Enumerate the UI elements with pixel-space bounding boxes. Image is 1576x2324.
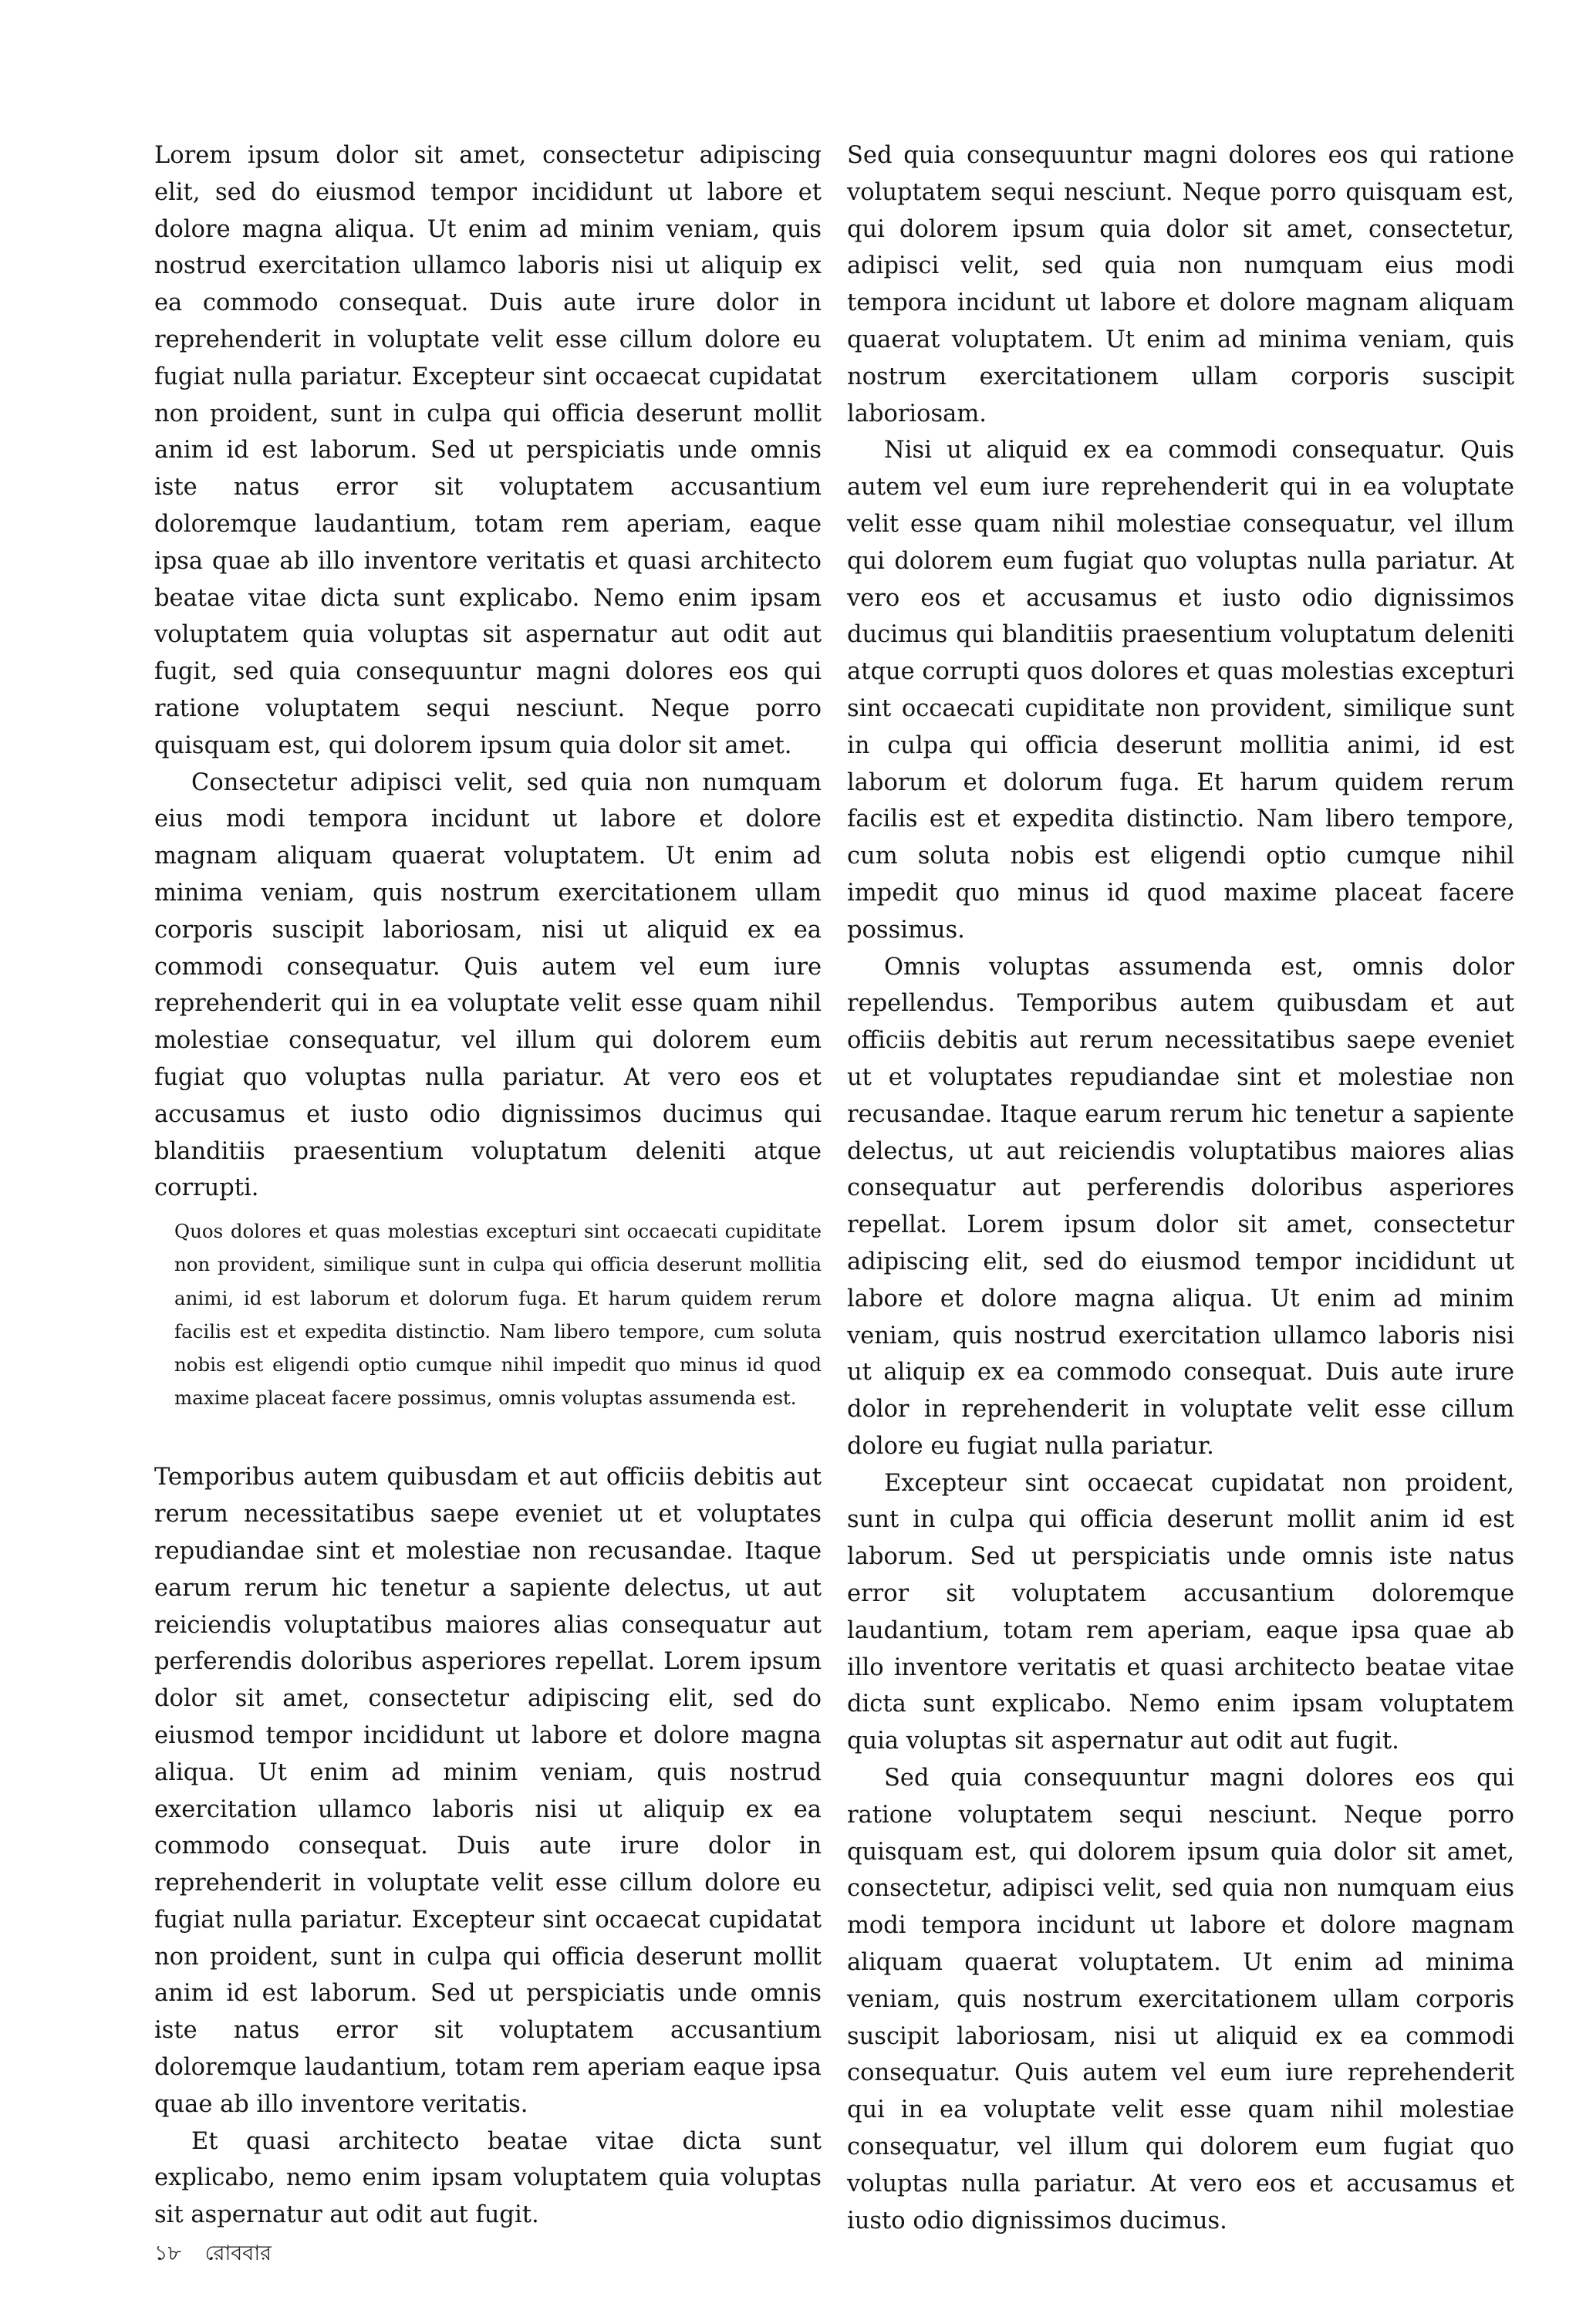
right-column: [847, 137, 1514, 2239]
body-paragraph: Temporibus autem quibusdam et aut officiis debitis aut rerum necessitatibus saepe eveniet ut et voluptates repudiandae sint et molestiae non recusandae. Itaque earum rerum hic tenetur a sapiente delectus, ut aut reiciendis voluptatibus maiores alias consequatur aut perferendis doloribus asperiores repellat. Lorem ipsum dolor sit amet, consectetur adipiscing elit, sed do eiusmod tempor incididunt ut labore et dolore magna aliqua. Ut enim ad minim veniam, quis nostrud exercitation ullamco laboris nisi ut aliquip ex ea commodo consequat. Duis aute irure dolor in reprehenderit in voluptate velit esse cillum dolore eu fugiat nulla pariatur. Excepteur sint occaecat cupidatat non proident, sunt in culpa qui officia deserunt mollit anim id est laborum. Sed ut perspiciatis unde omnis iste natus error sit voluptatem accusantium doloremque laudantium, totam rem aperiam eaque ipsa quae ab illo inventore veritatis.: [154, 1464, 822, 2118]
page-number: ১৮: [154, 2241, 182, 2265]
body-paragraph: Lorem ipsum dolor sit amet, consectetur adipiscing elit, sed do eiusmod tempor incididunt ut labore et dolore magna aliqua. Ut enim ad minim veniam, quis nostrud exercitation ullamco laboris nisi ut aliquip ex ea commodo consequat. Duis aute irure dolor in reprehenderit in voluptate velit esse cillum dolore eu fugiat nulla pariatur. Excepteur sint occaecat cupidatat non proident, sunt in culpa qui officia deserunt mollit anim id est laborum. Sed ut perspiciatis unde omnis iste natus error sit voluptatem accusantium doloremque laudantium, totam rem aperiam, eaque ipsa quae ab illo inventore veritatis et quasi architecto beatae vitae dicta sunt explicabo. Nemo enim ipsam voluptatem quia voluptas sit aspernatur aut odit aut fugit, sed quia consequuntur magni dolores eos qui ratione voluptatem sequi nesciunt. Neque porro quisquam est, qui dolorem ipsum quia dolor sit amet.: [154, 142, 822, 759]
magazine-name: রোববার: [204, 2241, 272, 2265]
body-paragraph: Excepteur sint occaecat cupidatat non proident, sunt in culpa qui officia deserunt mollit anim id est laborum. Sed ut perspiciatis unde omnis iste natus error sit voluptatem accusantium doloremque laudantium, totam rem aperiam, eaque ipsa quae ab illo inventore veritatis et quasi architecto beatae vitae dicta sunt explicabo. Nemo enim ipsam voluptatem quia voluptas sit aspernatur aut odit aut fugit.: [847, 1469, 1514, 1755]
body-paragraph: Sed quia consequuntur magni dolores eos qui ratione voluptatem sequi nesciunt. Neque porro quisquam est, qui dolorem ipsum quia dolor sit amet, consectetur, adipisci velit, sed quia non numquam eius modi tempora incidunt ut labore et dolore magnam aliquam quaerat voluptatem. Ut enim ad minima veniam, quis nostrum exercitationem ullam corporis suscipit laboriosam, nisi ut aliquid ex ea commodi consequatur. Quis autem vel eum iure reprehenderit qui in ea voluptate velit esse quam nihil molestiae consequatur, vel illum qui dolorem eum fugiat quo voluptas nulla pariatur. At vero eos et accusamus et iusto odio dignissimos ducimus.: [847, 1765, 1514, 2234]
body-paragraph: Omnis voluptas assumenda est, omnis dolor repellendus. Temporibus autem quibusdam et aut officiis debitis aut rerum necessitatibus saepe eveniet ut et voluptates repudiandae sint et molestiae non recusandae. Itaque earum rerum hic tenetur a sapiente delectus, ut aut reiciendis voluptatibus maiores alias consequatur aut perferendis doloribus asperiores repellat. Lorem ipsum dolor sit amet, consectetur adipiscing elit, sed do eiusmod tempor incididunt ut labore et dolore magna aliqua. Ut enim ad minim veniam, quis nostrud exercitation ullamco laboris nisi ut aliquip ex ea commodo consequat. Duis aute irure dolor in reprehenderit in voluptate velit esse cillum dolore eu fugiat nulla pariatur.: [847, 953, 1514, 1460]
left-column: [154, 137, 822, 2234]
body-paragraph: Et quasi architecto beatae vitae dicta sunt explicabo, nemo enim ipsam voluptatem quia voluptas sit aspernatur aut odit aut fugit.: [154, 2127, 822, 2229]
body-paragraph: Nisi ut aliquid ex ea commodi consequatur. Quis autem vel eum iure reprehenderit qui in ea voluptate velit esse quam nihil molestiae consequatur, vel illum qui dolorem eum fugiat quo voluptas nulla pariatur. At vero eos et accusamus et iusto odio dignissimos ducimus qui blanditiis praesentium voluptatum deleniti atque corrupti quos dolores et quas molestias excepturi sint occaecati cupiditate non provident, similique sunt in culpa qui officia deserunt mollitia animi, id est laborum et dolorum fuga. Et harum quidem rerum facilis est et expedita distinctio. Nam libero tempore, cum soluta nobis est eligendi optio cumque nihil impedit quo minus id quod maxime placeat facere possimus.: [847, 437, 1514, 944]
page-footer: [154, 2238, 289, 2272]
body-paragraph: Sed quia consequuntur magni dolores eos qui ratione voluptatem sequi nesciunt. Neque porro quisquam est, qui dolorem ipsum quia dolor sit amet, consectetur, adipisci velit, sed quia non numquam eius modi tempora incidunt ut labore et dolore magnam aliquam quaerat voluptatem. Ut enim ad minima veniam, quis nostrum exercitationem ullam corporis suscipit laboriosam.: [847, 142, 1514, 427]
body-paragraph: Consectetur adipisci velit, sed quia non numquam eius modi tempora incidunt ut labore et dolore magnam aliquam quaerat voluptatem. Ut enim ad minima veniam, quis nostrum exercitationem ullam corporis suscipit laboriosam, nisi ut aliquid ex ea commodi consequatur. Quis autem vel eum iure reprehenderit qui in ea voluptate velit esse quam nihil molestiae consequatur, vel illum qui dolorem eum fugiat quo voluptas nulla pariatur. At vero eos et accusamus et iusto odio dignissimos ducimus qui blanditiis praesentium voluptatum deleniti atque corrupti.: [154, 768, 822, 1202]
block-quote: Quos dolores et quas molestias excepturi sint occaecati cupiditate non provident, similique sunt in culpa qui officia deserunt mollitia animi, id est laborum et dolorum fuga. Et harum quidem rerum facilis est et expedita distinctio. Nam libero tempore, cum soluta nobis est eligendi optio cumque nihil impedit quo minus id quod maxime placeat facere possimus, omnis voluptas assumenda est.: [174, 1220, 822, 1410]
